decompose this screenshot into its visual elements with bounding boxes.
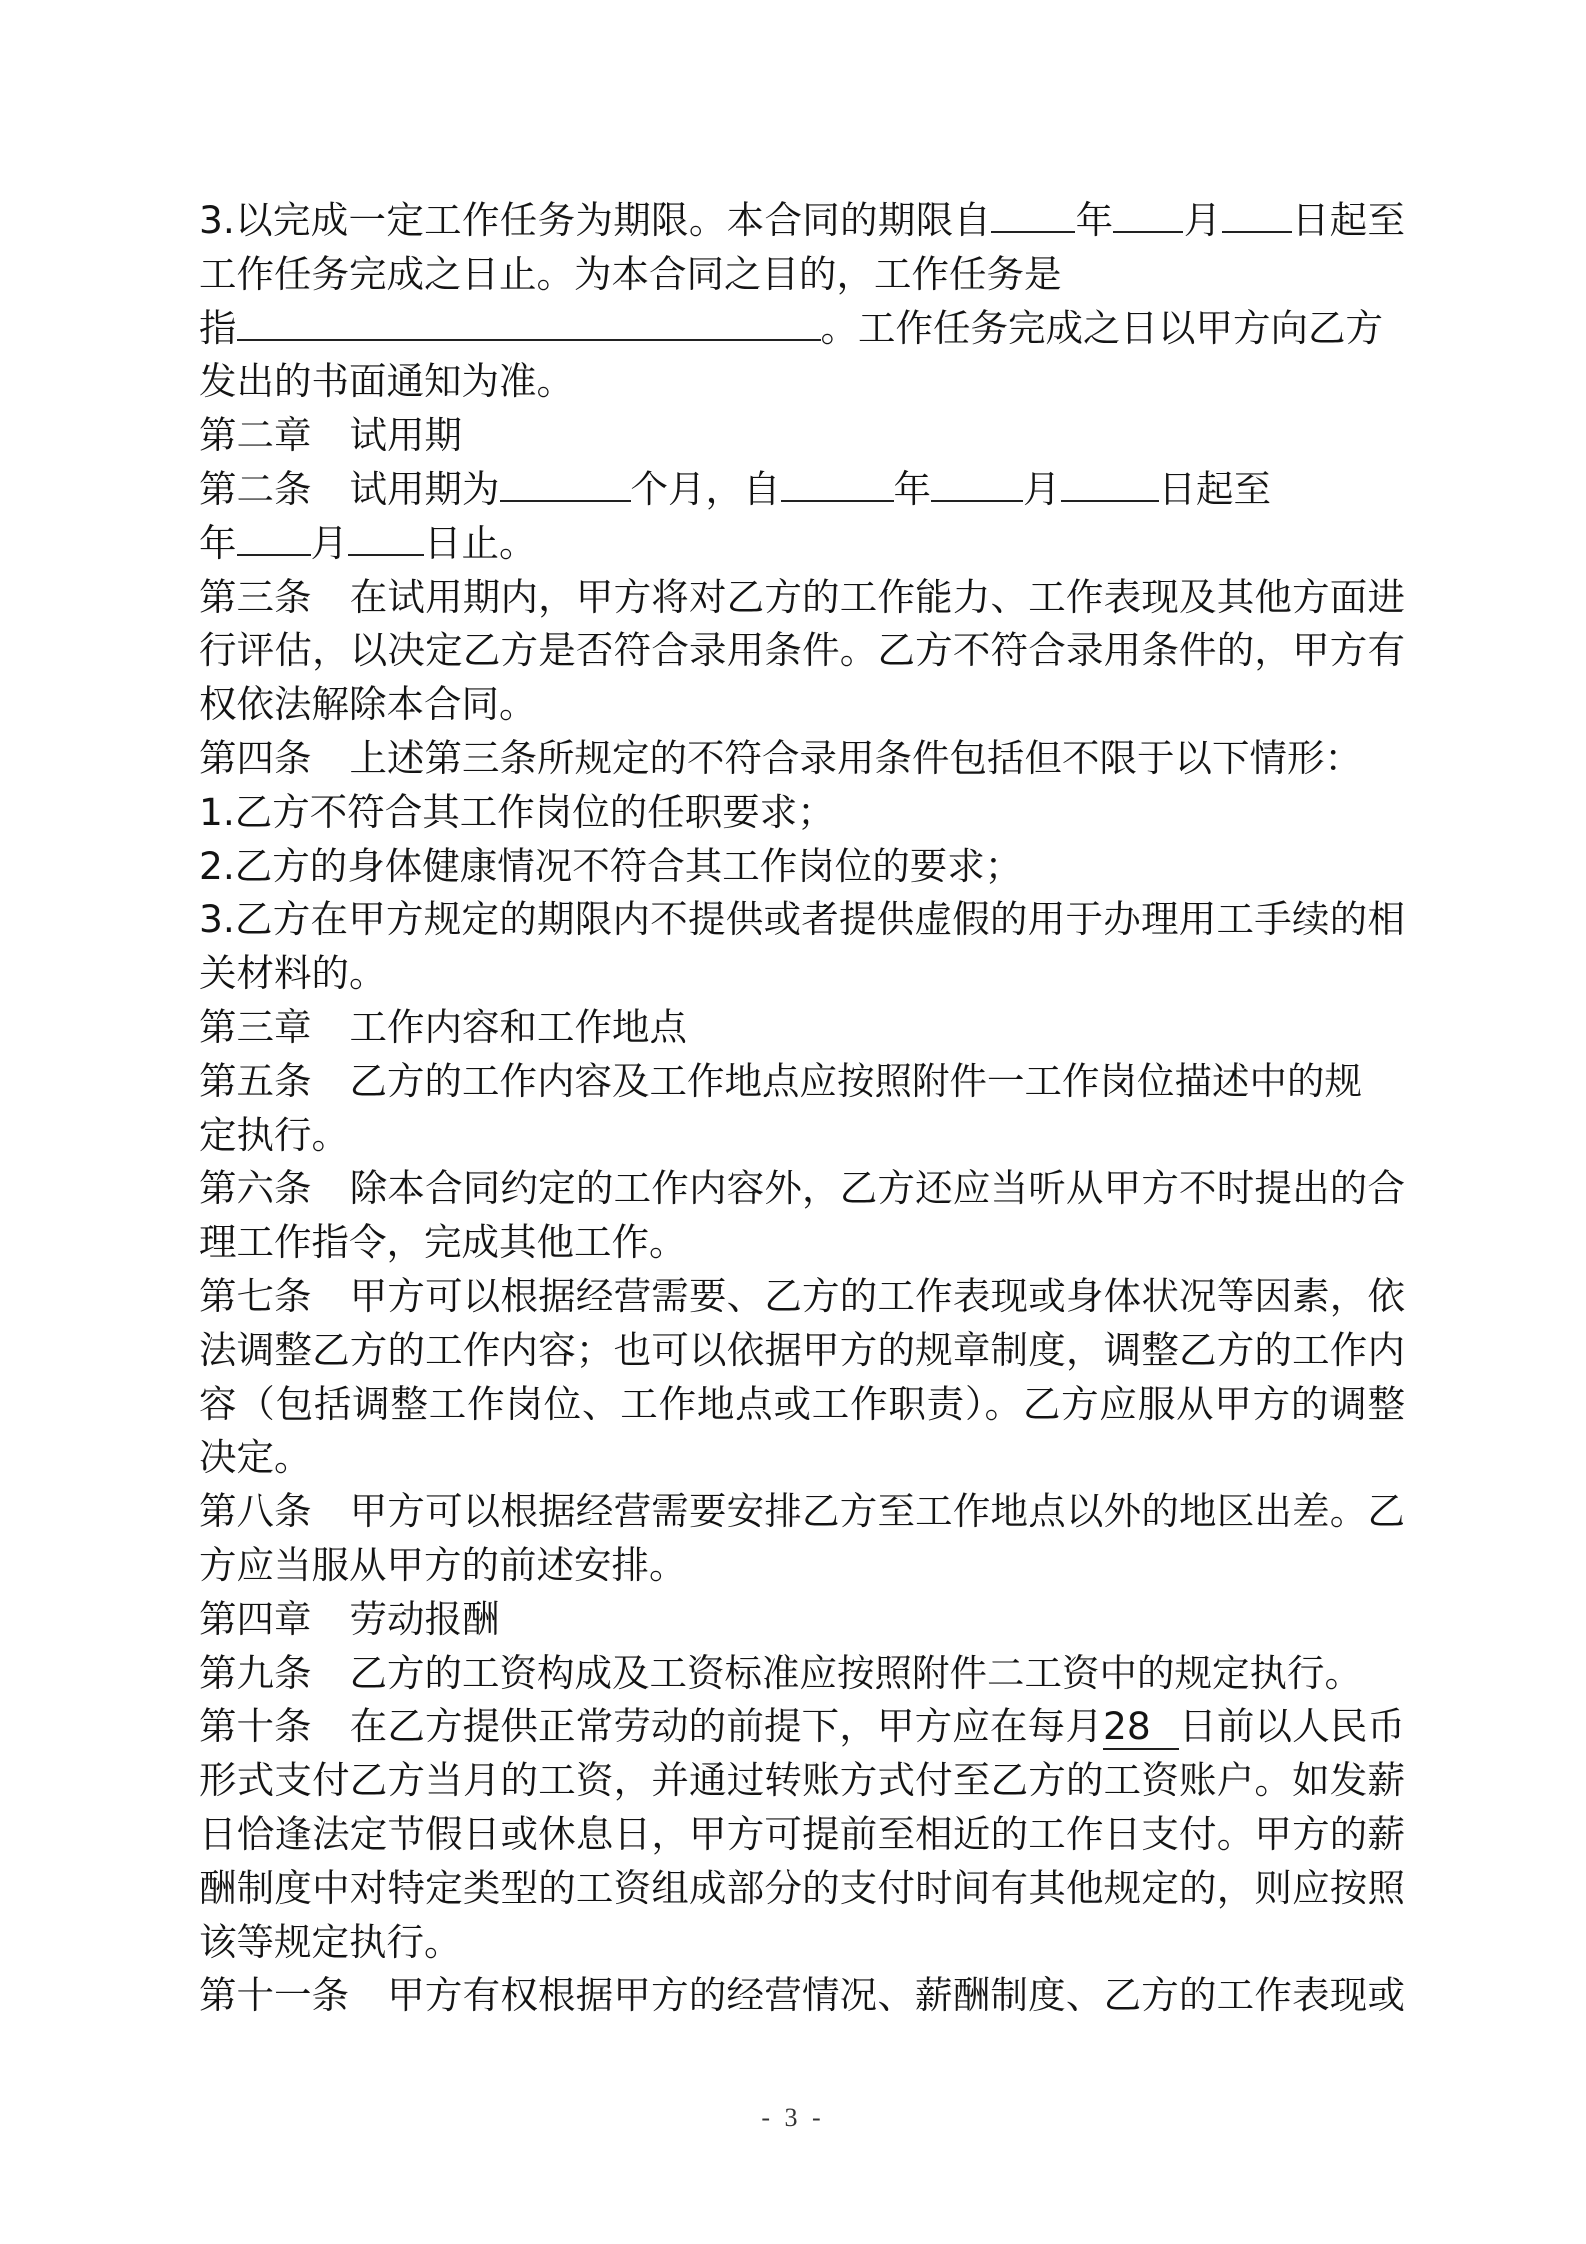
text-line [199,1969,1405,2023]
text-line [199,302,1405,356]
fill-in-blank [781,466,894,502]
article-text: 容（包括调整工作岗位、工作地点或工作职责）。乙方应服从甲方的调整 [199,1381,1405,1426]
article-number: 第十条 [199,1704,312,1749]
article-number: 第七条 [199,1273,312,1318]
fill-in-blank [1061,466,1159,502]
text-line [199,1485,1405,1539]
article-text: 在乙方提供正常劳动的前提下，甲方应在每月 [349,1704,1103,1749]
article-text: 试用期为 [349,466,500,511]
article-text: 个月，自 [630,466,781,511]
chapter-number: 第三章 [199,1004,312,1049]
text-line [199,517,1405,571]
article-number: 第十一条 [199,1973,349,2018]
pay-day-value: 28 [1103,1706,1179,1749]
month-label: 月 [310,520,348,565]
text-line [199,355,1405,409]
month-label: 月 [1023,466,1061,511]
day-label: 日起至 [1158,466,1271,511]
article-text: 1.乙方不符合其工作岗位的任职要求； [199,789,835,834]
article-text: 日前以人民币 [1179,1704,1405,1749]
fill-in-blank [237,520,311,556]
article-text: 法调整乙方的工作内容；也可以依据甲方的规章制度，调整乙方的工作内 [199,1327,1405,1372]
text-line [199,1700,1405,1754]
text-line [199,732,1405,786]
chapter-heading [199,1001,1405,1055]
chapter-number: 第二章 [199,413,312,458]
text-line [199,194,1405,248]
fill-in-blank [500,466,631,502]
text-line [199,1055,1405,1109]
term-text: 发出的书面通知为准。 [199,359,574,404]
fill-in-blank [1113,197,1183,233]
text-line [199,571,1405,625]
text-line [199,1378,1405,1432]
text-line [199,248,1405,302]
article-text: 决定。 [199,1435,312,1480]
article-text: 定执行。 [199,1112,349,1157]
page-number: - 3 - [761,2103,825,2132]
text-line [199,1324,1405,1378]
article-text: 上述第三条所规定的不符合录用条件包括但不限于以下情形： [349,735,1362,780]
chapter-heading [199,1593,1405,1647]
article-text: 理工作指令，完成其他工作。 [199,1220,687,1265]
text-line [199,1216,1405,1270]
chapter-heading [199,409,1405,463]
chapter-title: 试用期 [349,413,462,458]
month-label: 月 [1183,198,1222,242]
article-text: 日恰逢法定节假日或休息日，甲方可提前至相近的工作日支付。甲方的薪 [199,1811,1405,1856]
text-line [199,1647,1405,1701]
text-line [199,1109,1405,1163]
fill-in-blank [931,466,1023,502]
term-text: 工作任务完成之日止。为本合同之目的，工作任务是 [199,251,1062,296]
text-line [199,1754,1405,1808]
text-line [199,624,1405,678]
article-text: 2.乙方的身体健康情况不符合其工作岗位的要求； [199,843,1023,888]
article-text: 3.乙方在甲方规定的期限内不提供或者提供虚假的用于办理用工手续的相 [199,897,1405,942]
article-number: 第六条 [199,1166,312,1211]
article-number: 第五条 [199,1058,312,1103]
year-label: 年 [199,520,237,565]
text-line [199,1539,1405,1593]
term-text: 指 [199,305,237,350]
text-line [199,1862,1405,1916]
article-text: 乙方的工资构成及工资标准应按照附件二工资中的规定执行。 [349,1650,1362,1695]
chapter-title: 劳动报酬 [349,1596,500,1641]
year-label: 年 [893,466,931,511]
day-label: 日起至 [1291,198,1406,242]
text-line [199,463,1405,517]
text-line [199,1916,1405,1970]
article-number: 第二条 [199,466,312,511]
article-text: 乙方的工作内容及工作地点应按照附件一工作岗位描述中的规 [349,1058,1362,1103]
list-item [199,786,1405,840]
article-text: 形式支付乙方当月的工资，并通过转账方式付至乙方的工资账户。如发薪 [199,1758,1405,1803]
article-text: 酬制度中对特定类型的工资组成部分的支付时间有其他规定的，则应按照 [199,1865,1405,1910]
list-item [199,840,1405,894]
article-number: 第三条 [199,574,312,619]
text-line [199,678,1405,732]
article-text: 关材料的。 [199,951,387,996]
chapter-title: 工作内容和工作地点 [349,1004,687,1049]
fill-in-blank [348,520,424,556]
list-item [199,893,1405,947]
term-text: 。工作任务完成之日以甲方向乙方 [820,305,1383,350]
article-number: 第八条 [199,1489,312,1534]
text-line [199,1808,1405,1862]
fill-in-blank [991,197,1075,233]
article-text: 甲方可以根据经营需要安排乙方至工作地点以外的地区出差。乙 [349,1489,1405,1534]
article-text: 方应当服从甲方的前述安排。 [199,1542,687,1587]
text-line [199,1270,1405,1324]
chapter-number: 第四章 [199,1596,312,1641]
article-text: 权依法解除本合同。 [199,682,537,727]
term-item-3-text: 3.以完成一定工作任务为期限。本合同的期限自 [199,198,992,242]
day-label: 日止。 [424,520,537,565]
fill-in-blank [1222,197,1292,233]
article-text: 除本合同约定的工作内容外，乙方还应当听从甲方不时提出的合 [349,1166,1405,1211]
year-label: 年 [1075,198,1114,242]
text-line [199,947,1405,1001]
fill-in-blank [237,305,821,341]
article-number: 第九条 [199,1650,312,1695]
contract-page-body [199,194,1405,2023]
article-text: 甲方可以根据经营需要、乙方的工作表现或身体状况等因素，依 [349,1273,1405,1318]
article-text: 该等规定执行。 [199,1919,462,1964]
text-line [199,1431,1405,1485]
article-number: 第四条 [199,735,312,780]
article-text: 行评估，以决定乙方是否符合录用条件。乙方不符合录用条件的，甲方有 [199,628,1405,673]
text-line [199,1162,1405,1216]
article-text: 在试用期内，甲方将对乙方的工作能力、工作表现及其他方面进 [349,574,1405,619]
article-text: 甲方有权根据甲方的经营情况、薪酬制度、乙方的工作表现或 [387,1973,1405,2018]
